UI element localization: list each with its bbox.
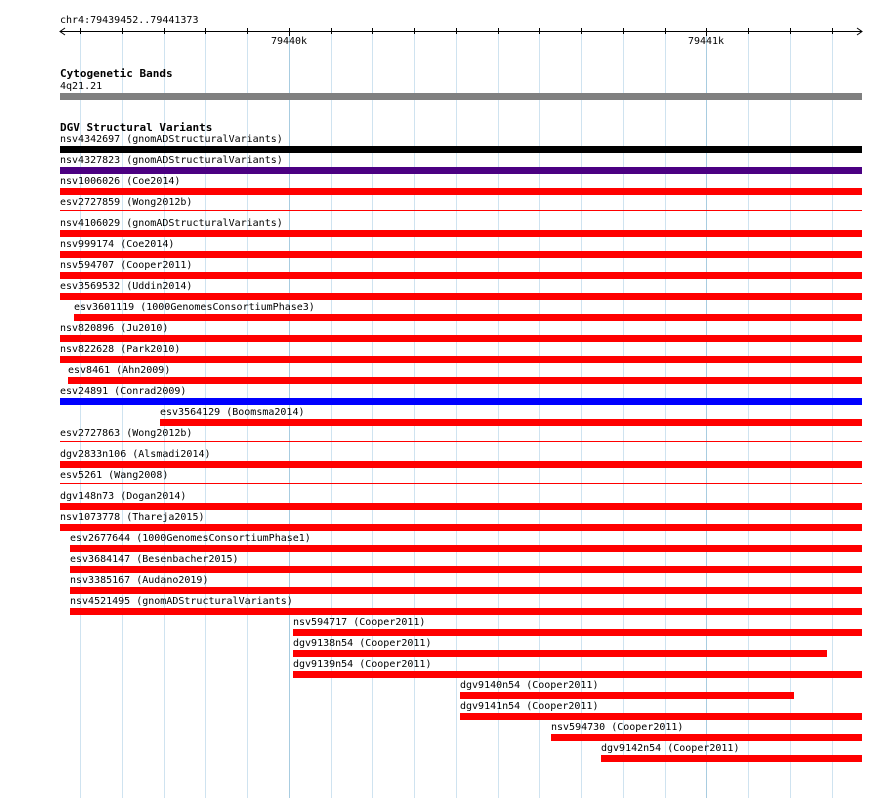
dgv-feature-bar[interactable] xyxy=(460,692,794,699)
dgv-feature-bar[interactable] xyxy=(60,335,862,342)
dgv-feature-bar[interactable] xyxy=(293,650,827,657)
dgv-feature-bar[interactable] xyxy=(293,671,862,678)
dgv-feature-bar[interactable] xyxy=(60,293,862,300)
dgv-feature-label: nsv4342697 (gnomADStructuralVariants) xyxy=(60,134,283,145)
dgv-feature-bar[interactable] xyxy=(60,503,862,510)
dgv-feature-label: esv3601119 (1000GenomesConsortiumPhase3) xyxy=(74,302,315,313)
dgv-feature-bar[interactable] xyxy=(60,441,862,442)
dgv-feature-label: nsv4106029 (gnomADStructuralVariants) xyxy=(60,218,283,229)
cytoband-bar[interactable] xyxy=(60,93,862,100)
dgv-feature-bar[interactable] xyxy=(60,524,862,531)
dgv-feature-bar[interactable] xyxy=(60,356,862,363)
dgv-feature-bar[interactable] xyxy=(60,272,862,279)
dgv-feature-bar[interactable] xyxy=(60,210,862,211)
dgv-feature-label: dgv9141n54 (Cooper2011) xyxy=(460,701,599,712)
genome-ruler[interactable] xyxy=(0,0,890,50)
dgv-feature-label: nsv1006026 (Coe2014) xyxy=(60,176,181,187)
cytoband-label: 4q21.21 xyxy=(60,81,103,92)
dgv-feature-bar[interactable] xyxy=(70,566,862,573)
dgv-feature-label: dgv9142n54 (Cooper2011) xyxy=(601,743,740,754)
dgv-feature-label: nsv4327823 (gnomADStructuralVariants) xyxy=(60,155,283,166)
dgv-feature-bar[interactable] xyxy=(60,146,862,153)
dgv-feature-label: nsv999174 (Coe2014) xyxy=(60,239,175,250)
dgv-feature-label: dgv9138n54 (Cooper2011) xyxy=(293,638,432,649)
dgv-feature-bar[interactable] xyxy=(160,419,862,426)
dgv-feature-bar[interactable] xyxy=(60,461,862,468)
dgv-feature-label: esv2727859 (Wong2012b) xyxy=(60,197,193,208)
dgv-feature-label: nsv822628 (Park2010) xyxy=(60,344,181,355)
ruler-tick-label: 79440k xyxy=(270,36,308,47)
dgv-feature-bar[interactable] xyxy=(68,377,862,384)
dgv-feature-label: esv5261 (Wang2008) xyxy=(60,470,169,481)
dgv-feature-bar[interactable] xyxy=(60,188,862,195)
dgv-feature-label: dgv2833n106 (Alsmadi2014) xyxy=(60,449,211,460)
dgv-feature-bar[interactable] xyxy=(60,398,862,405)
dgv-feature-label: nsv820896 (Ju2010) xyxy=(60,323,169,334)
dgv-feature-label: esv8461 (Ahn2009) xyxy=(68,365,171,376)
dgv-feature-label: esv3684147 (Besenbacher2015) xyxy=(70,554,239,565)
location-label: chr4:79439452..79441373 xyxy=(60,15,199,26)
dgv-feature-label: nsv4521495 (gnomADStructuralVariants) xyxy=(70,596,293,607)
dgv-feature-label: dgv148n73 (Dogan2014) xyxy=(60,491,187,502)
dgv-feature-label: nsv3385167 (Audano2019) xyxy=(70,575,209,586)
dgv-feature-label: esv3569532 (Uddin2014) xyxy=(60,281,193,292)
dgv-feature-bar[interactable] xyxy=(460,713,862,720)
dgv-feature-bar[interactable] xyxy=(74,314,862,321)
dgv-feature-label: dgv9139n54 (Cooper2011) xyxy=(293,659,432,670)
cytoband-track-title: Cytogenetic Bands xyxy=(60,67,173,80)
dgv-feature-bar[interactable] xyxy=(551,734,862,741)
dgv-feature-bar[interactable] xyxy=(60,251,862,258)
dgv-track-title: DGV Structural Variants xyxy=(60,121,213,134)
dgv-feature-bar[interactable] xyxy=(70,587,862,594)
dgv-feature-bar[interactable] xyxy=(70,608,862,615)
dgv-feature-label: nsv1073778 (Thareja2015) xyxy=(60,512,205,523)
dgv-feature-label: nsv594707 (Cooper2011) xyxy=(60,260,193,271)
dgv-feature-label: esv24891 (Conrad2009) xyxy=(60,386,187,397)
dgv-feature-label: esv2677644 (1000GenomesConsortiumPhase1) xyxy=(70,533,311,544)
dgv-feature-bar[interactable] xyxy=(60,230,862,237)
dgv-feature-label: esv2727863 (Wong2012b) xyxy=(60,428,193,439)
ruler-scale xyxy=(0,0,890,50)
ruler-tick-label: 79441k xyxy=(687,36,725,47)
dgv-feature-label: esv3564129 (Boomsma2014) xyxy=(160,407,305,418)
dgv-feature-bar[interactable] xyxy=(60,167,862,174)
dgv-feature-label: dgv9140n54 (Cooper2011) xyxy=(460,680,599,691)
dgv-feature-label: nsv594730 (Cooper2011) xyxy=(551,722,684,733)
dgv-feature-bar[interactable] xyxy=(60,483,862,484)
dgv-feature-bar[interactable] xyxy=(70,545,862,552)
dgv-feature-label: nsv594717 (Cooper2011) xyxy=(293,617,426,628)
dgv-feature-bar[interactable] xyxy=(293,629,862,636)
dgv-feature-bar[interactable] xyxy=(601,755,862,762)
